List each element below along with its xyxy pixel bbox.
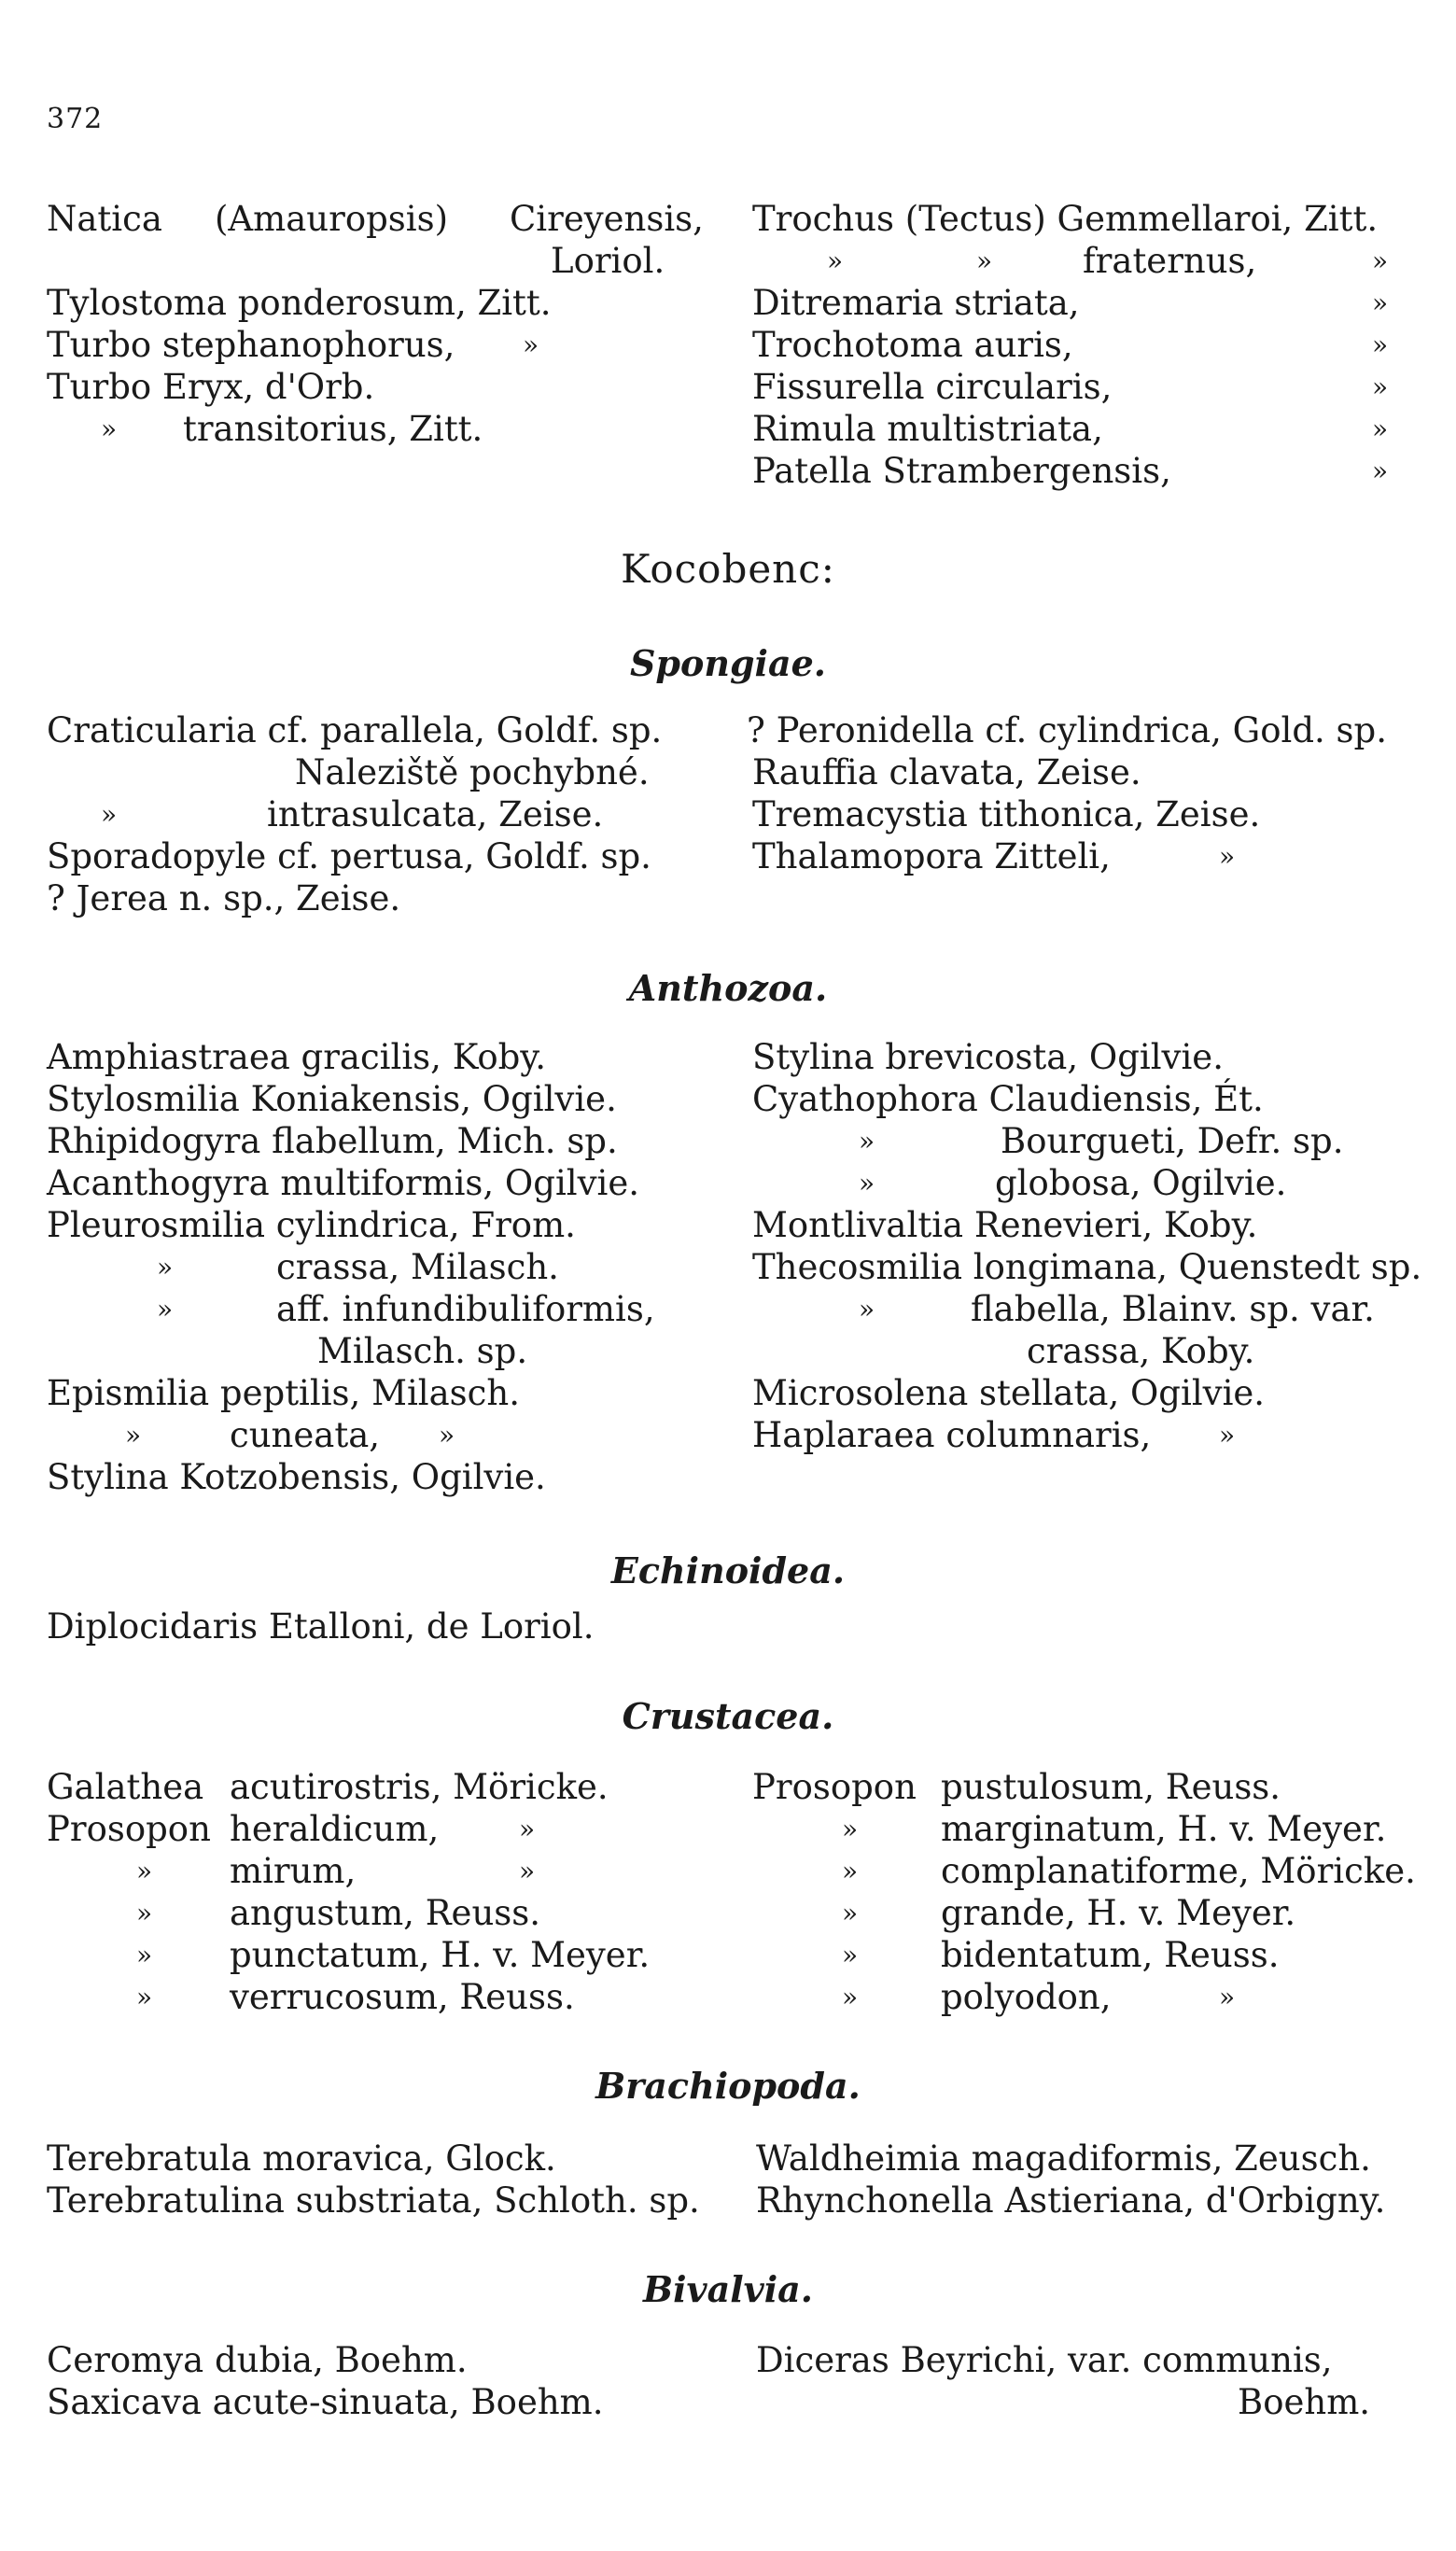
ditto-mark: »: [439, 1420, 455, 1451]
species-entry: Stylina brevicosta, Ogilvie.: [752, 1037, 1224, 1077]
species-entry: Waldheimia magadiformis, Zeusch.: [756, 2138, 1371, 2179]
bivalvia-list: [47, 2339, 1409, 2423]
ditto-mark: »: [1372, 456, 1389, 486]
species-author: Boehm.: [1238, 2382, 1371, 2422]
ditto-mark: »: [859, 1126, 875, 1156]
locality-note: Naleziště pochybné.: [295, 752, 650, 792]
species-entry: bidentatum, Reuss.: [941, 1935, 1280, 1975]
ditto-mark: »: [136, 1898, 153, 1928]
ditto-mark: »: [519, 1856, 536, 1886]
species-entry: Montlivaltia Renevieri, Koby.: [752, 1205, 1258, 1245]
species-entry: marginatum, H. v. Meyer.: [941, 1809, 1387, 1849]
ditto-mark: »: [842, 1898, 859, 1928]
ditto-mark: »: [1219, 841, 1236, 872]
brachiopoda-list: [47, 2138, 1409, 2222]
species-entry: acutirostris, Möricke.: [230, 1767, 609, 1807]
ditto-mark: »: [157, 1294, 174, 1325]
species-entry: Patella Strambergensis,: [752, 451, 1171, 491]
species-entry: Craticularia cf. parallela, Goldf. sp.: [47, 710, 663, 750]
section-heading-anthozoa: Anthozoa.: [628, 967, 828, 1009]
species-entry: Ditremaria striata,: [752, 283, 1080, 323]
species-entry: punctatum, H. v. Meyer.: [230, 1935, 651, 1975]
species-entry: Epismilia peptilis, Milasch.: [47, 1373, 520, 1413]
species-entry: crassa, Milasch.: [276, 1247, 559, 1287]
section-heading-echinoidea: Echinoidea.: [610, 1549, 846, 1591]
species-entry: ? Jerea n. sp., Zeise.: [47, 878, 401, 918]
ditto-mark: »: [1372, 287, 1389, 318]
species-entry: Amphiastraea gracilis, Koby.: [47, 1037, 547, 1077]
species-entry: pustulosum, Reuss.: [941, 1767, 1281, 1807]
species-entry: Trochotoma auris,: [752, 325, 1073, 365]
ditto-mark: »: [842, 1856, 859, 1886]
ditto-mark: »: [842, 1982, 859, 2012]
species-entry: Haplaraea columnaris,: [752, 1415, 1152, 1455]
species-entry: Tylostoma ponderosum, Zitt.: [47, 283, 552, 323]
species-subgenus: (Amauropsis): [215, 199, 449, 239]
ditto-mark: »: [1372, 371, 1389, 402]
species-entry: Diceras Beyrichi, var. communis,: [756, 2340, 1333, 2380]
species-entry: Diplocidaris Etalloni, de Loriol.: [47, 1606, 595, 1647]
ditto-mark: »: [859, 1294, 875, 1325]
ditto-mark: »: [136, 1982, 153, 2012]
species-entry: Terebratula moravica, Glock.: [47, 2138, 556, 2179]
species-entry: verrucosum, Reuss.: [230, 1977, 575, 2017]
species-entry: Tremacystia tithonica, Zeise.: [752, 794, 1261, 834]
species-genus: Galathea: [47, 1767, 204, 1807]
species-entry: polyodon,: [941, 1977, 1112, 2017]
ditto-mark: »: [976, 245, 993, 276]
spongiae-list: [47, 709, 1409, 919]
species-author: crassa, Koby.: [1027, 1331, 1255, 1371]
crustacea-list: [47, 1766, 1416, 2018]
species-entry: Thalamopora Zitteli,: [752, 836, 1111, 876]
ditto-mark: »: [1219, 1420, 1236, 1451]
ditto-mark: »: [101, 413, 118, 444]
ditto-mark: »: [157, 1252, 174, 1283]
species-entry: transitorius, Zitt.: [183, 409, 483, 449]
ditto-mark: »: [1372, 245, 1389, 276]
species-entry: Terebratulina substriata, Schloth. sp.: [47, 2180, 700, 2221]
species-entry: Ceromya dubia, Boehm.: [47, 2340, 468, 2380]
species-entry: aff. infundibuliformis,: [276, 1289, 655, 1329]
top-species-list: [47, 198, 1409, 492]
ditto-mark: »: [842, 1940, 859, 1970]
species-entry: Bourgueti, Defr. sp.: [1001, 1121, 1344, 1161]
species-entry: fraternus,: [1083, 241, 1257, 281]
species-entry: Turbo Eryx, d'Orb.: [47, 367, 375, 407]
section-heading-brachiopoda: Brachiopoda.: [595, 2065, 861, 2107]
ditto-mark: »: [859, 1168, 875, 1198]
species-genus: Natica: [47, 199, 162, 239]
species-entry: Saxicava acute-sinuata, Boehm.: [47, 2382, 604, 2422]
echinoidea-list: [47, 1605, 1409, 1647]
ditto-mark: »: [519, 1814, 536, 1844]
species-author: Milasch. sp.: [317, 1331, 528, 1371]
ditto-mark: »: [136, 1856, 153, 1886]
ditto-mark: »: [1219, 1982, 1236, 2012]
species-entry: Trochus (Tectus) Gemmellaroi, Zitt.: [752, 199, 1379, 239]
species-entry: Acanthogyra multiformis, Ogilvie.: [47, 1163, 640, 1203]
ditto-mark: »: [101, 799, 118, 830]
species-entry: Pleurosmilia cylindrica, From.: [47, 1205, 576, 1245]
species-entry: angustum, Reuss.: [230, 1893, 541, 1933]
species-name: Cireyensis,: [510, 199, 704, 239]
page-number: 372: [47, 103, 104, 135]
ditto-mark: »: [125, 1420, 142, 1451]
species-entry: Rhipidogyra flabellum, Mich. sp.: [47, 1121, 618, 1161]
species-entry: heraldicum,: [230, 1809, 440, 1849]
ditto-mark: »: [827, 245, 844, 276]
ditto-mark: »: [842, 1814, 859, 1844]
ditto-mark: »: [1372, 413, 1389, 444]
species-entry: intrasulcata, Zeise.: [267, 794, 604, 834]
species-entry: Rimula multistriata,: [752, 409, 1103, 449]
anthozoa-list: [47, 1036, 1422, 1498]
species-entry: Rhynchonella Astieriana, d'Orbigny.: [756, 2180, 1386, 2221]
species-entry: Stylosmilia Koniakensis, Ogilvie.: [47, 1079, 617, 1119]
species-entry: Cyathophora Claudiensis, Ét.: [752, 1079, 1264, 1119]
species-author: Loriol.: [551, 241, 665, 281]
species-entry: Microsolena stellata, Ogilvie.: [752, 1373, 1266, 1413]
species-entry: cuneata,: [230, 1415, 381, 1455]
species-entry: mirum,: [230, 1851, 357, 1891]
ditto-mark: »: [523, 329, 539, 360]
species-entry: Stylina Kotzobensis, Ogilvie.: [47, 1457, 546, 1497]
section-heading-crustacea: Crustacea.: [622, 1695, 834, 1737]
species-entry: globosa, Ogilvie.: [995, 1163, 1287, 1203]
species-genus: Prosopon: [752, 1767, 917, 1807]
species-entry: Turbo stephanophorus,: [47, 325, 455, 365]
locality-heading: Kocobenc:: [621, 546, 835, 592]
species-entry: complanatiforme, Möricke.: [941, 1851, 1416, 1891]
ditto-mark: »: [136, 1940, 153, 1970]
species-entry: Rauffia clavata, Zeise.: [752, 752, 1141, 792]
species-entry: Sporadopyle cf. pertusa, Goldf. sp.: [47, 836, 651, 876]
species-entry: Thecosmilia longimana, Quenstedt sp.: [752, 1247, 1422, 1287]
species-entry: ? Peronidella cf. cylindrica, Gold. sp.: [747, 710, 1387, 750]
section-heading-bivalvia: Bivalvia.: [642, 2268, 814, 2310]
species-entry: flabella, Blainv. sp. var.: [971, 1289, 1375, 1329]
ditto-mark: »: [1372, 329, 1389, 360]
species-entry: Fissurella circularis,: [752, 367, 1113, 407]
section-heading-spongiae: Spongiae.: [629, 642, 827, 684]
species-genus: Prosopon: [47, 1809, 211, 1849]
species-entry: grande, H. v. Meyer.: [941, 1893, 1296, 1933]
